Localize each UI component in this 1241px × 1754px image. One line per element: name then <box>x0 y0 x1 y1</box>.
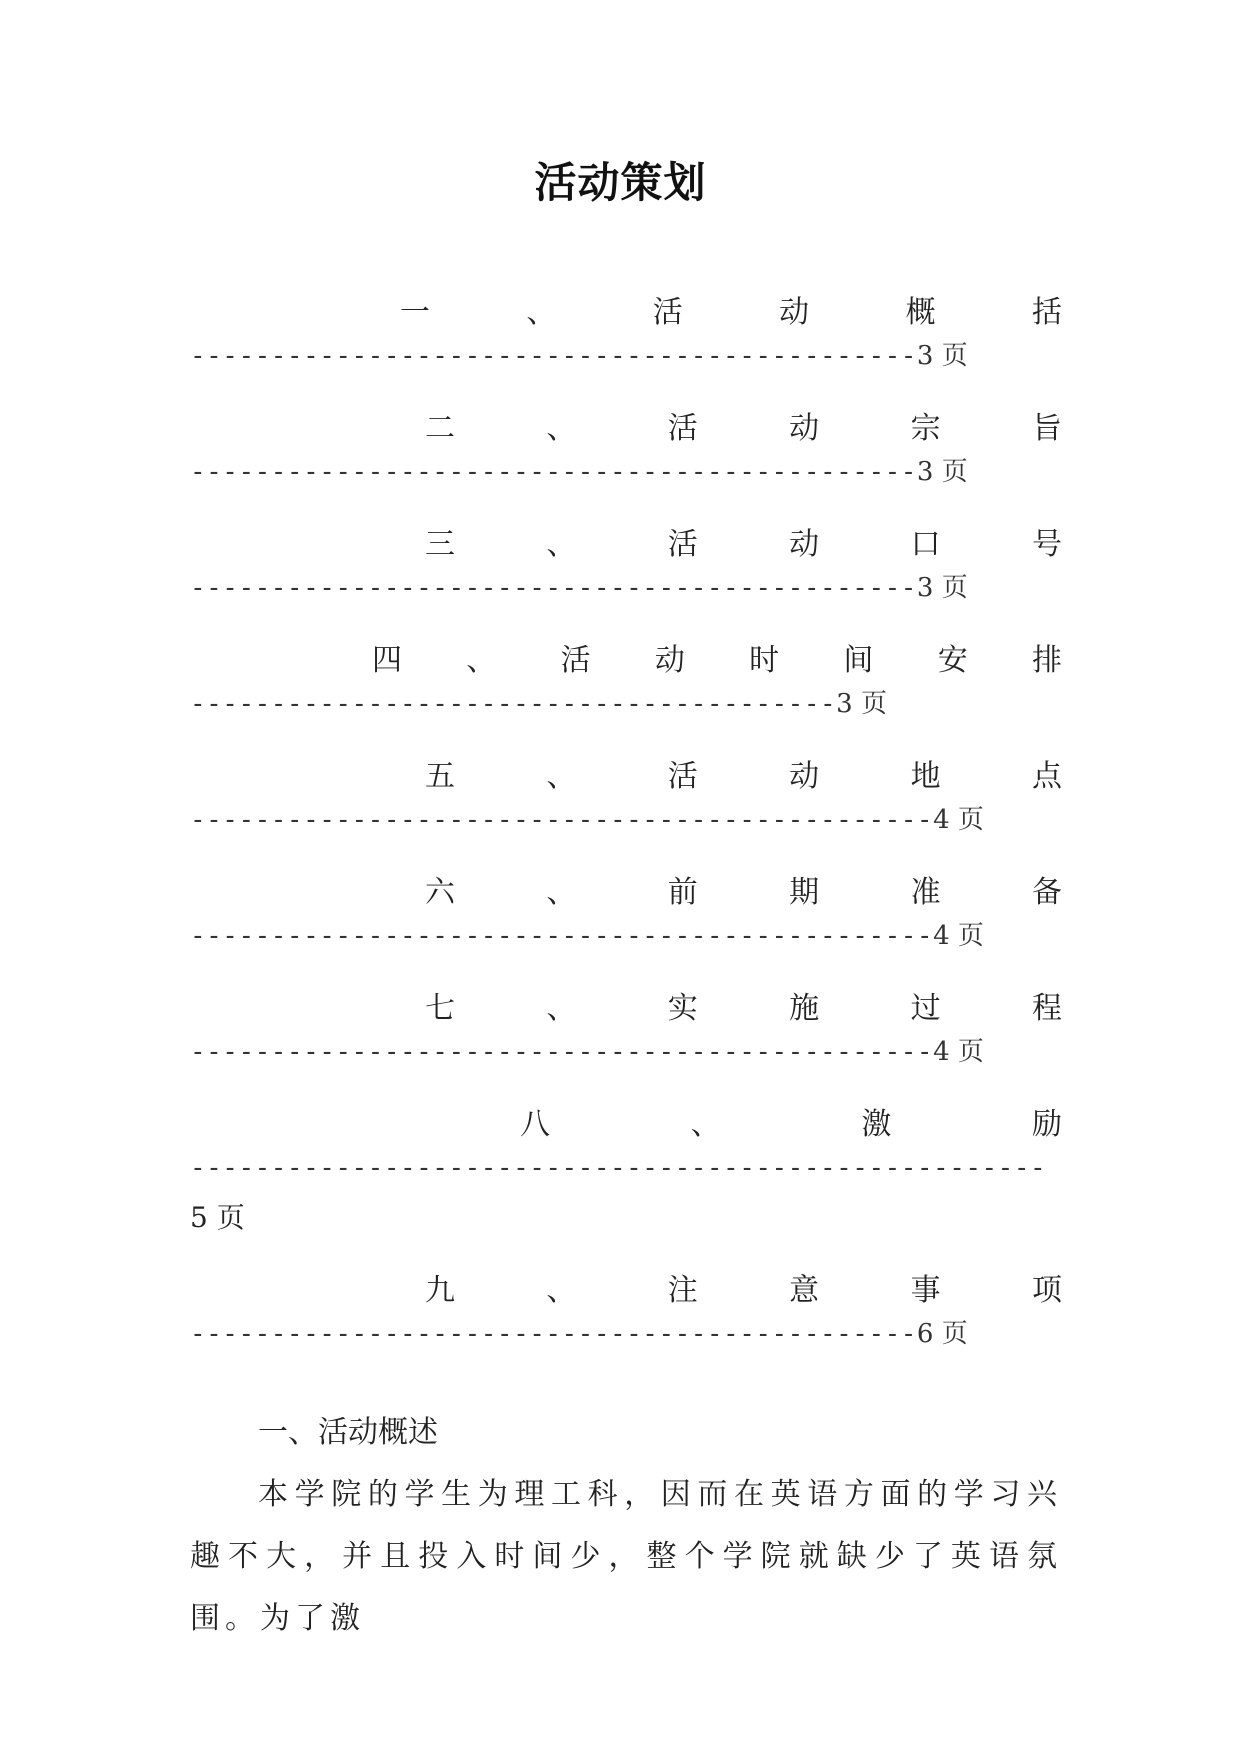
toc-leader-dashes: ---------------------------------------------- <box>190 1037 934 1067</box>
toc-label-char: 、 <box>526 295 557 330</box>
toc-entry-label <box>190 294 1062 332</box>
toc-label-char: 项 <box>1031 1273 1062 1308</box>
toc-label-char: 前 <box>667 875 698 910</box>
toc-label-char: 活 <box>560 643 591 678</box>
toc-label-char: 八 <box>520 1107 550 1142</box>
toc-entry-label <box>190 642 1062 680</box>
toc-label-char: 括 <box>1031 295 1062 330</box>
toc-page-number: 3 页 <box>916 457 968 487</box>
toc-label-char: 间 <box>843 643 874 678</box>
toc-entry[interactable] <box>190 410 1062 492</box>
toc-label-char: 旨 <box>1031 411 1062 446</box>
toc-leader <box>190 1148 1062 1188</box>
toc-label-char: 、 <box>546 991 577 1026</box>
toc-label-char: 点 <box>1031 759 1062 794</box>
toc-label-char: 动 <box>789 759 820 794</box>
toc-leader <box>190 800 1062 840</box>
toc-entry[interactable] <box>190 294 1062 376</box>
toc-label-char: 动 <box>779 295 810 330</box>
toc-entry-label <box>190 1106 1062 1144</box>
toc-label-char: 意 <box>789 1273 820 1308</box>
toc-leader-dashes: ----------------------------------------------------- <box>190 1153 1047 1183</box>
toc-label-char: 注 <box>667 1273 698 1308</box>
toc-label-char: 施 <box>789 991 820 1026</box>
toc-label-char: 事 <box>910 1273 941 1308</box>
toc-label-char: 动 <box>789 527 820 562</box>
toc-label-char: 排 <box>1031 643 1062 678</box>
toc-leader-dashes: --------------------------------------------- <box>190 1319 917 1349</box>
toc-label-char: 励 <box>1031 1107 1062 1142</box>
toc-page-line <box>190 1198 1062 1238</box>
toc-entry[interactable] <box>190 642 1062 724</box>
toc-entry-label <box>190 526 1062 564</box>
toc-label-char: 激 <box>861 1107 892 1142</box>
toc-label-char: 活 <box>667 527 698 562</box>
toc-label-char: 、 <box>546 1273 577 1308</box>
toc-label-char: 六 <box>425 875 455 910</box>
toc-entry[interactable] <box>190 1106 1062 1238</box>
section-heading: 一、活动概述 <box>258 1415 438 1450</box>
toc-label-char: 活 <box>667 759 698 794</box>
toc-label-char: 过 <box>910 991 941 1026</box>
toc-entry-label <box>190 874 1062 912</box>
toc-label-char: 口 <box>910 527 941 562</box>
toc-label-char: 、 <box>546 527 577 562</box>
toc-leader-dashes: ---------------------------------------------- <box>190 805 934 835</box>
toc-leader <box>190 452 1062 492</box>
toc-label-char: 、 <box>546 759 577 794</box>
toc-label-char: 三 <box>425 527 455 562</box>
toc-label-char: 备 <box>1031 875 1062 910</box>
toc-entry-label <box>190 990 1062 1028</box>
toc-page-number: 3 页 <box>916 341 968 371</box>
toc-label-char: 期 <box>789 875 820 910</box>
toc-leader <box>190 568 1062 608</box>
toc-leader <box>190 684 1062 724</box>
toc-label-char: 、 <box>690 1107 721 1142</box>
toc-label-char: 活 <box>667 411 698 446</box>
toc-label-char: 时 <box>749 643 780 678</box>
toc-label-char: 准 <box>910 875 941 910</box>
toc-leader-dashes: --------------------------------------------- <box>190 573 917 603</box>
toc-label-char: 实 <box>667 991 698 1026</box>
toc-page-number: 3 页 <box>916 573 968 603</box>
toc-label-char: 四 <box>372 643 402 678</box>
toc-label-char: 九 <box>425 1273 455 1308</box>
toc-entry[interactable] <box>190 526 1062 608</box>
toc-leader-dashes: ---------------------------------------- <box>190 689 837 719</box>
toc-label-char: 动 <box>654 643 685 678</box>
toc-entry[interactable] <box>190 1272 1062 1354</box>
toc-entry[interactable] <box>190 874 1062 956</box>
toc-leader-dashes: --------------------------------------------- <box>190 457 917 487</box>
toc-label-char: 、 <box>466 643 497 678</box>
toc-page-number: 5 页 <box>190 1201 245 1234</box>
toc-entry[interactable] <box>190 990 1062 1072</box>
toc-label-char: 五 <box>425 759 455 794</box>
toc-label-char: 地 <box>910 759 941 794</box>
toc-label-char: 、 <box>546 875 577 910</box>
toc-label-char: 、 <box>546 411 577 446</box>
toc-leader <box>190 1314 1062 1354</box>
toc-label-char: 动 <box>789 411 820 446</box>
toc-page-number: 4 页 <box>933 1037 984 1067</box>
toc-label-char: 号 <box>1031 527 1062 562</box>
toc-leader <box>190 916 1062 956</box>
table-of-contents <box>190 294 1062 1388</box>
toc-label-char: 概 <box>905 295 936 330</box>
toc-entry-label <box>190 758 1062 796</box>
toc-leader-dashes: --------------------------------------------- <box>190 341 917 371</box>
body-paragraph: 本学院的学生为理工科，因而在英语方面的学习兴趣不大，并且投入时间少，整个学院就缺少了英语氛围。为了激 <box>190 1477 1062 1636</box>
toc-label-char: 活 <box>652 295 683 330</box>
toc-leader-dashes: ---------------------------------------------- <box>190 921 934 951</box>
toc-page-number: 3 页 <box>836 689 887 719</box>
toc-label-char: 宗 <box>910 411 941 446</box>
toc-label-char: 七 <box>425 991 455 1026</box>
toc-entry[interactable] <box>190 758 1062 840</box>
toc-entry-label <box>190 1272 1062 1310</box>
toc-label-char: 二 <box>425 411 455 446</box>
document-title: 活动策划 <box>534 158 707 207</box>
toc-page-number: 4 页 <box>933 921 984 951</box>
toc-page-number: 6 页 <box>916 1319 968 1349</box>
toc-entry-label <box>190 410 1062 448</box>
toc-label-char: 一 <box>400 295 430 330</box>
toc-leader <box>190 336 1062 376</box>
document-body <box>190 1402 1062 1650</box>
toc-label-char: 安 <box>937 643 968 678</box>
toc-leader <box>190 1032 1062 1072</box>
toc-page-number: 4 页 <box>933 805 984 835</box>
toc-label-char: 程 <box>1031 991 1062 1026</box>
